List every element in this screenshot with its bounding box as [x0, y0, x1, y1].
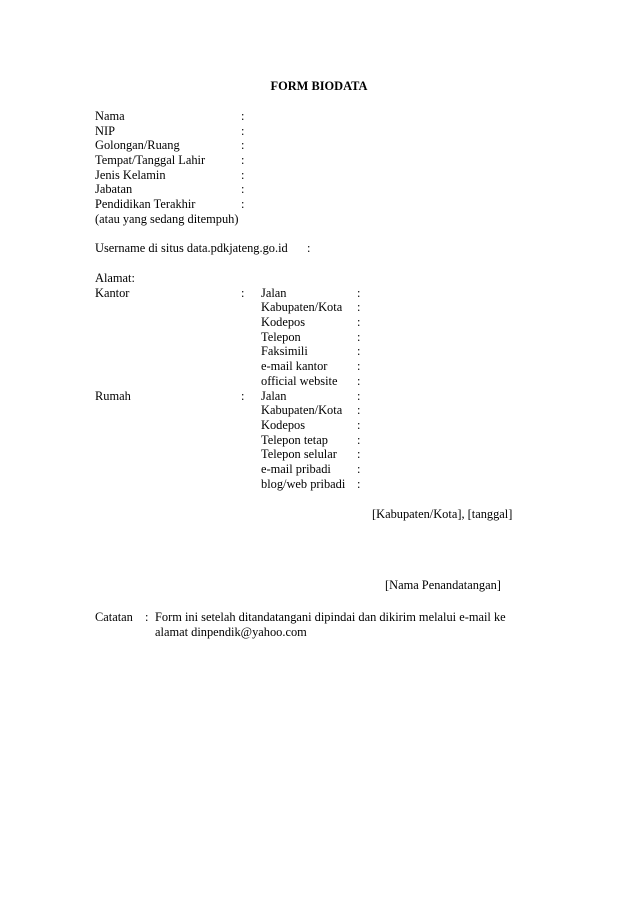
field-colon: :	[241, 123, 245, 138]
sub-field-colon: :	[357, 447, 361, 462]
sub-field-colon: :	[357, 329, 361, 344]
note-colon: :	[145, 610, 149, 624]
field-label: Jabatan	[95, 182, 133, 197]
office-label: Kantor	[95, 285, 130, 300]
sub-field-colon: :	[357, 417, 361, 432]
field-label: Jenis Kelamin	[95, 167, 166, 182]
field-label: Nama	[95, 109, 125, 123]
sub-field-label: Telepon tetap	[261, 432, 328, 447]
sub-field-colon: :	[357, 476, 361, 491]
field-label: NIP	[95, 123, 115, 138]
sub-field-label: Jalan	[261, 285, 287, 300]
sub-field-colon: :	[357, 373, 361, 388]
signer-name-placeholder: [Nama Penandatangan]	[385, 578, 501, 592]
city-date-placeholder: [Kabupaten/Kota], [tanggal]	[372, 507, 513, 521]
home-label: Rumah	[95, 388, 131, 403]
username-colon: :	[307, 241, 311, 255]
sub-field-label: Jalan	[261, 388, 287, 403]
sub-field-label: official website	[261, 373, 338, 388]
sub-field-colon: :	[357, 403, 361, 418]
note-section	[95, 610, 545, 639]
sub-field-label: Faksimili	[261, 344, 308, 359]
form-title: FORM BIODATA	[270, 79, 368, 93]
field-colon: :	[241, 197, 245, 212]
address-heading: Alamat:	[95, 271, 135, 285]
note-row-2	[95, 625, 545, 640]
sub-field-colon: :	[357, 388, 361, 403]
sub-field-label: Telepon selular	[261, 447, 337, 462]
note-label: Catatan	[95, 610, 133, 624]
sub-field-label: Kabupaten/Kota	[261, 403, 343, 418]
note-text-line: alamat dinpendik@yahoo.com	[155, 624, 307, 639]
sub-field-label: blog/web pribadi	[261, 476, 346, 491]
sub-field-label: Kabupaten/Kota	[261, 300, 343, 315]
field-colon: :	[241, 167, 245, 182]
sub-field-label: e-mail pribadi	[261, 461, 331, 476]
field-colon: :	[241, 153, 245, 168]
sub-field-colon: :	[357, 359, 361, 374]
sub-field-label: Kodepos	[261, 417, 306, 432]
sub-field-colon: :	[357, 315, 361, 330]
sub-field-colon: :	[357, 461, 361, 476]
note-row-1	[95, 610, 545, 625]
sub-field-label: Telepon	[261, 329, 301, 344]
field-label: Tempat/Tanggal Lahir	[95, 153, 206, 168]
username-label: Username di situs data.pdkjateng.go.id	[95, 241, 288, 255]
field-colon: :	[241, 138, 245, 153]
sub-field-label: e-mail kantor	[261, 359, 328, 374]
sub-field-colon: :	[357, 300, 361, 315]
sub-field-colon: :	[357, 285, 361, 300]
sub-field-colon: :	[357, 344, 361, 359]
field-label: (atau yang sedang ditempuh)	[95, 211, 239, 226]
sub-field-label: Kodepos	[261, 315, 306, 330]
field-colon: :	[241, 109, 245, 123]
office-colon: :	[241, 285, 245, 300]
sub-field-colon: :	[357, 432, 361, 447]
field-label: Pendidikan Terakhir	[95, 197, 196, 212]
field-colon: :	[241, 182, 245, 197]
note-text-line: Form ini setelah ditandatangani dipindai dan dikirim melalui e-mail ke	[155, 610, 506, 624]
field-label: Golongan/Ruang	[95, 138, 180, 153]
home-colon: :	[241, 388, 245, 403]
